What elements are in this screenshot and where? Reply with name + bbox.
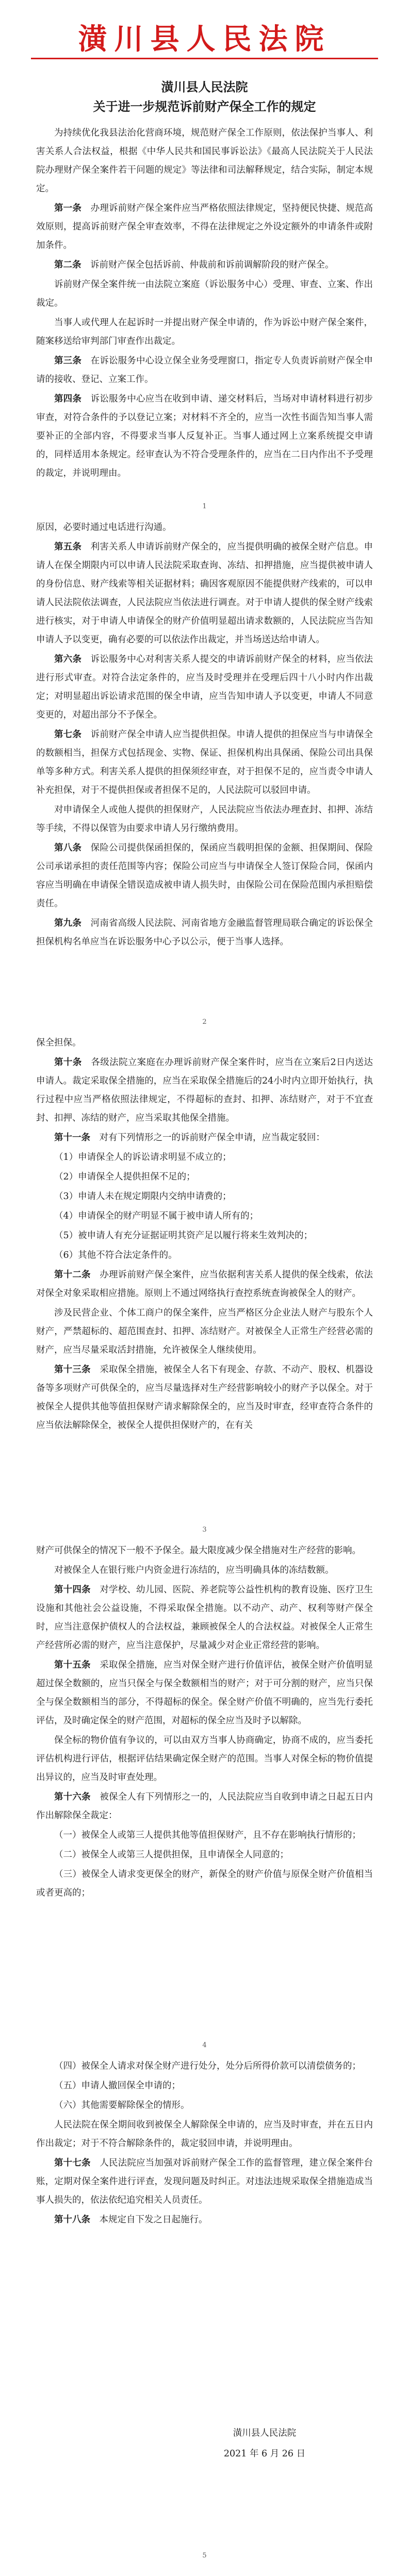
list-item (36, 1846, 373, 1864)
paragraph-text: 被保全人有下列情形之一的，人民法院应当自收到申请之日起五日内作出解除保全裁定： (36, 1792, 373, 1821)
paragraph-text: 保全担保。 (36, 1038, 81, 1048)
article-paragraph (36, 1360, 373, 1435)
article-number: 第十二条 (54, 1270, 91, 1280)
article-paragraph (36, 914, 373, 951)
article-paragraph (36, 352, 373, 389)
paragraph-text: 诉前财产保全案件统一由法院立案庭（诉讼服务中心）受理、审查、立案、作出裁定。 (36, 279, 373, 308)
signature-date: 2021 年 6 月 26 日 (223, 2449, 306, 2459)
paragraph-text: 人民法院在保全期间收到被保全人解除保全申请的，应当及时审查，并在五日内作出裁定；对于不符合解除条件的，裁定驳回申请，并说明理由。 (36, 2120, 373, 2149)
list-item (36, 1246, 373, 1265)
paragraph-text: 对申请保全人或他人提供的担保财产，人民法院应当依法办理查封、扣押、冻结等手续，不得以保管为由要求申请人另行缴纳费用。 (36, 805, 373, 834)
page-1-body (36, 124, 373, 484)
paragraph-text: 对被保全人在银行账户内资金进行冻结的，应当明确具体的冻结数额。 (54, 1565, 334, 1575)
page-2-body (36, 518, 373, 952)
article-number: 第十四条 (54, 1585, 91, 1595)
list-item (36, 1226, 373, 1245)
paragraph-text: 本规定自下发之日起施行。 (99, 2215, 208, 2225)
list-item (36, 1865, 373, 1902)
article-paragraph (36, 1266, 373, 1303)
article-number: 第十三条 (54, 1365, 91, 1375)
article-paragraph (36, 2154, 373, 2209)
paragraph-text: 办理诉前财产保全案件，应当依据利害关系人提供的保全线索，依法对保全对象采取相应措施。原则上不通过网络执行查控系统查询被保全人的财产。 (36, 1270, 373, 1299)
paragraph-text: 采取保全措施，被保全人名下有现金、存款、不动产、股权、机器设备等多项财产可供保全的，应当尽量选择对生产经营影响较小的财产予以保全。对于被保全人提供其他等值担保财产请求解除保全的，应当及时审查，经审查符合条件的应当依法解除保全，被保全人提供担保财产的，在有关 (36, 1365, 373, 1431)
body-paragraph (36, 2116, 373, 2153)
article-number: 第十五条 (54, 1660, 91, 1670)
page-number: 5 (202, 2552, 207, 2560)
article-number: 第十一条 (54, 1133, 90, 1143)
article-number: 第十条 (54, 1057, 82, 1068)
article-paragraph (36, 1656, 373, 1730)
article-number: 第七条 (54, 729, 81, 740)
court-masthead: 潢川县人民法院 (78, 23, 331, 56)
article-paragraph (36, 2211, 373, 2229)
page-number: 3 (202, 1526, 207, 1534)
list-item (36, 1207, 373, 1225)
article-paragraph (36, 538, 373, 649)
paragraph-text: 诉前财产保全申请人应当提供担保。申请人提供的担保应当与申请保全的数额相当，担保方式包括现金、实物、保证、担保机构出具保函、保险公司出具保单等多种方式。利害关系人提供的担保须经审查，对于担保不足的，应当责令申请人补充担保，对于不提供担保或者担保不足的，人民法院可以驳回申请。 (36, 729, 373, 795)
paragraph-text: 为持续优化我县法治化营商环境，规范财产保全工作原则，依法保护当事人、利害关系人合法权益，根据《中华人民共和国民事诉讼法》《最高人民法院关于人民法院办理财产保全案件若干问题的规定》等法律和司法解释规定，结合实际，制定本规定。 (36, 128, 373, 194)
signature-block (203, 2423, 326, 2464)
paragraph-text: （3）申请人未在规定期限内交纳申请费的； (54, 1191, 232, 1202)
page-number: 1 (202, 503, 207, 510)
body-paragraph (36, 1034, 373, 1052)
paragraph-text: 保全标的物价值有争议的，可以由双方当事人协商确定，协商不成的，应当委托评估机构进行评估，根据评估结果确定保全财产的范围。当事人对保全标的物价值提出异议的，应当及时审查处理。 (36, 1735, 373, 1783)
body-paragraph (36, 801, 373, 838)
article-number: 第八条 (54, 843, 81, 853)
paragraph-text: 当事人或代理人在起诉时一并提出财产保全申请的，作为诉讼中财产保全案件，随案移送给审判部门审查作出裁定。 (36, 318, 373, 346)
page-4-body (36, 1541, 373, 1903)
paragraph-text: （三）被保全人请求变更保全的财产，新保全的财产价值与原保全财产价值相当或者更高的； (36, 1869, 373, 1898)
article-paragraph (36, 725, 373, 800)
body-paragraph (36, 1304, 373, 1359)
paragraph-text: 财产可供保全的情况下一般不予保全。最大限度减少保全措施对生产经营的影响。 (36, 1545, 361, 1556)
body-paragraph (36, 313, 373, 351)
list-item (36, 1826, 373, 1844)
article-paragraph (36, 256, 373, 274)
article-number: 第二条 (54, 260, 81, 270)
article-paragraph (36, 1788, 373, 1825)
article-paragraph (36, 839, 373, 913)
paragraph-text: （六）其他需要解除保全的情形。 (54, 2100, 190, 2110)
page-3-body (36, 1034, 373, 1436)
document-title-main: 关于进一步规范诉前财产保全工作的规定 (93, 99, 316, 114)
body-paragraph (36, 518, 373, 537)
paragraph-text: （1）申请保全人的诉讼请求明显不成立的； (54, 1152, 232, 1162)
masthead-red-rule (31, 58, 378, 59)
article-paragraph (36, 1053, 373, 1127)
article-number: 第一条 (54, 203, 81, 213)
article-paragraph (36, 1581, 373, 1655)
body-paragraph (36, 1561, 373, 1580)
list-item (36, 2096, 373, 2115)
paragraph-text: 诉讼服务中心对利害关系人提交的申请诉前财产保全的材料，应当依法进行形式审查。对符合法定条件的，应当及时受理并在受理后四十八小时内作出裁定；对明显超出诉讼请求范围的保全申请，应当告知申请人予以变更，申请人不同意变更的，对超出部分不予保全。 (36, 654, 373, 720)
paragraph-text: 涉及民营企业、个体工商户的保全案件，应当严格区分企业法人财产与股东个人财产，严禁超标的、超范围查封、扣押、冻结财产。对被保全人正常生产经营必需的财产，应当尽量采取活封措施，允许被保全人继续使用。 (36, 1308, 373, 1355)
article-number: 第四条 (54, 394, 81, 404)
paragraph-text: （五）申请人撤回保全申请的； (54, 2081, 181, 2091)
paragraph-text: （一）被保全人或第三人提供其他等值担保财产，且不存在影响执行情形的； (54, 1830, 361, 1840)
paragraph-text: 诉讼服务中心应当在收到申请、递交材料后，当场对申请材料进行初步审查，对符合条件的予以登记立案；对材料不齐全的，应当一次性书面告知当事人需要补正的全部内容，不得要求当事人反复补正。当事人通过网上立案系统提交申请的，同样适用本条规定。经审查认为不符合受理条件的，应当在二日内作出不予受理的裁定，并说明理由。 (36, 394, 373, 478)
article-number: 第六条 (54, 654, 81, 664)
article-paragraph (36, 199, 373, 255)
body-paragraph (36, 1731, 373, 1787)
list-item (36, 2057, 373, 2075)
paragraph-text: （四）被保全人请求对保全财产进行处分，处分后所得价款可以清偿债务的； (54, 2061, 361, 2071)
article-number: 第三条 (54, 356, 81, 366)
list-item (36, 2076, 373, 2095)
body-paragraph (36, 124, 373, 198)
paragraph-text: （2）申请保全人提供担保不足的； (54, 1172, 195, 1182)
article-number: 第五条 (54, 542, 81, 552)
paragraph-text: 保险公司提供保函担保的，保函应当载明担保的金额、担保期间、保险公司承诺承担的责任范围等内容；保险公司应当与申请保全人签订保险合同，保函内容应当明确在申请保全错误造成被申请人损失时，由保险公司在保险范围内承担赔偿责任。 (36, 843, 373, 909)
paragraph-text: 对学校、幼儿园、医院、养老院等公益性机构的教育设施、医疗卫生设施和其他社会公益设施，不得采取保全措施。以不动产、动产、权利等财产保全时，应当注意保护债权人的合法权益，兼顾被保全人的合法权益。对被保全人正常生产经营所必需的财产，应当注意保护，尽量减少对企业正常经营的影响。 (36, 1585, 373, 1651)
list-item (36, 1148, 373, 1167)
paragraph-text: 在诉讼服务中心设立保全业务受理窗口，指定专人负责诉前财产保全申请的接收、登记、立案工作。 (36, 356, 373, 385)
article-number: 第九条 (54, 918, 81, 928)
paragraph-text: 对有下列情形之一的诉前财产保全申请，应当裁定驳回： (99, 1133, 325, 1143)
paragraph-text: （4）申请保全的财产明显不属于被申请人所有的； (54, 1211, 259, 1221)
paragraph-text: 河南省高级人民法院、河南省地方金融监督管理局联合确定的诉讼保全担保机构名单应当在诉讼服务中心予以公示，便于当事人选择。 (36, 918, 373, 947)
paragraph-text: 利害关系人申请诉前财产保全的，应当提供明确的被保全财产信息。申请人在保全期限内可以申请人民法院采取查询、冻结、扣押措施，应当提供被申请人的身份信息、财产线索等相关证据材料；确因客观原因不能提供财产线索的，可以申请人民法院依法调查，人民法院应当依法进行调查。对于申请人提供的保全财产线索进行核实，对于申请人申请保全的财产价值明显超出请求数额的，人民法院应当告知申请人予以变更，确有必要的可以依法作出裁定，并当场送达给申请人。 (36, 542, 373, 645)
paragraph-text: （二）被保全人或第三人提供担保，且申请保全人同意的； (54, 1850, 289, 1860)
paragraph-text: 原因，必要时通过电话进行沟通。 (36, 522, 172, 533)
paragraph-text: 人民法院应当加强对诉前财产保全工作的监督管理，建立保全案件台账，定期对保全案件进行评查，发现问题及时纠正。对违法违规采取保全措施造成当事人损失的，依法依纪追究相关人员责任。 (36, 2158, 373, 2205)
paragraph-text: 各级法院立案庭在办理诉前财产保全案件时，应当在立案后2日内送达申请人。裁定采取保全措施的，应当在采取保全措施后的24小时内立即开始执行，执行过程中应当严格依照法律规定，不得超标的查封、扣押、冻结财产，对于不宜查封、扣押、冻结的财产，应当采取其他保全措施。 (36, 1057, 373, 1123)
page-number: 4 (202, 2041, 207, 2049)
list-item (36, 1187, 373, 1206)
article-number: 第十六条 (54, 1792, 91, 1802)
article-number: 第十七条 (54, 2158, 91, 2168)
paragraph-text: 诉前财产保全包括诉前、仲裁前和诉前调解阶段的财产保全。 (90, 260, 334, 270)
page-number: 2 (202, 1018, 207, 1026)
document-title-org: 潢川县人民法院 (161, 79, 248, 94)
list-item (36, 1168, 373, 1186)
article-paragraph (36, 650, 373, 724)
article-number: 第十八条 (54, 2215, 90, 2225)
paragraph-text: 办理诉前财产保全案件应当严格依照法律规定，坚持便民快捷、规范高效原则，提高诉前财产保全审查效率，不得在法律规定之外设定额外的申请条件或附加条件。 (36, 203, 373, 251)
article-paragraph (36, 1128, 373, 1147)
article-paragraph (36, 390, 373, 483)
paragraph-text: （6）其他不符合法定条件的。 (54, 1250, 177, 1260)
body-paragraph (36, 1541, 373, 1560)
signature-org: 潢川县人民法院 (233, 2428, 297, 2438)
paragraph-text: 采取保全措施，应当对保全财产进行价值评估，被保全财产价值明显超过保全数额的，应当只保全与保全数额相当的财产；对于可分割的财产，应当只保全与保全数额相当的部分，不得超标的保全。保全财产价值不明确的，应当先行委托评估，及时确定保全的财产范围，对超标的保全应当及时予以解除。 (36, 1660, 373, 1726)
paragraph-text: （5）被申请人有充分证据证明其资产足以履行将来生效判决的； (54, 1231, 313, 1241)
body-paragraph (36, 275, 373, 312)
page-5-body (36, 2057, 373, 2230)
